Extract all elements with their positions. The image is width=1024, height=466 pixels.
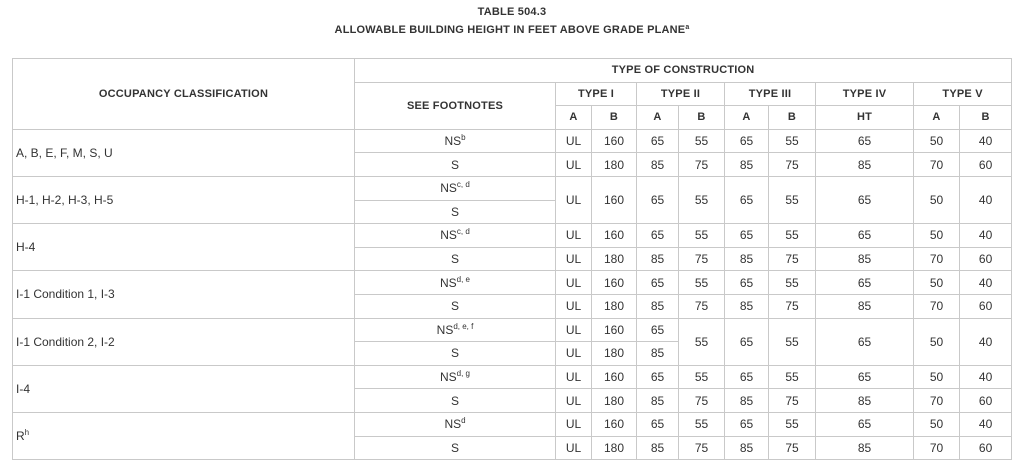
table-row [13, 365, 1012, 389]
value-cell: 180 [592, 247, 637, 271]
table-row [13, 271, 1012, 295]
value-cell: UL [556, 318, 592, 342]
value-cell: 70 [914, 436, 960, 460]
value-cell: 50 [914, 224, 960, 248]
value-cell: 55 [769, 318, 816, 365]
value-cell: 40 [960, 365, 1012, 389]
value-cell: 85 [725, 389, 769, 413]
value-cell: UL [556, 153, 592, 177]
value-cell: 65 [725, 129, 769, 153]
value-cell: 40 [960, 271, 1012, 295]
value-cell: 70 [914, 389, 960, 413]
value-cell: UL [556, 436, 592, 460]
ns-footnote-cell: NS$^{d, g}$ [355, 365, 556, 389]
value-cell: 85 [725, 247, 769, 271]
value-cell: 75 [679, 389, 725, 413]
occupancy-cell: I-1 Condition 1, I-3 [13, 271, 355, 318]
value-cell: 55 [679, 412, 725, 436]
value-cell: 55 [769, 129, 816, 153]
value-cell: 85 [816, 247, 914, 271]
sub-header-b: B [769, 106, 816, 130]
value-cell: 85 [637, 436, 679, 460]
value-cell: 55 [679, 318, 725, 365]
value-cell: 50 [914, 318, 960, 365]
sub-header-a: A [725, 106, 769, 130]
value-cell: UL [556, 365, 592, 389]
table-row [13, 224, 1012, 248]
table-row [13, 129, 1012, 153]
value-cell: 55 [679, 271, 725, 295]
value-cell: 55 [679, 365, 725, 389]
table-row [13, 412, 1012, 436]
sub-header-b: B [960, 106, 1012, 130]
value-cell: UL [556, 247, 592, 271]
ns-footnote-cell: NS$^{d, e}$ [355, 271, 556, 295]
value-cell: 85 [816, 436, 914, 460]
occupancy-cell: $R^h$ [13, 412, 355, 459]
type-v-header: TYPE V [914, 82, 1012, 106]
value-cell: 85 [637, 389, 679, 413]
sub-header-a: A [556, 106, 592, 130]
value-cell: 75 [679, 153, 725, 177]
value-cell: 180 [592, 342, 637, 366]
value-cell: 85 [637, 342, 679, 366]
occupancy-cell: I-4 [13, 365, 355, 412]
s-footnote-cell: S [355, 436, 556, 460]
s-footnote-cell: S [355, 294, 556, 318]
value-cell: 70 [914, 294, 960, 318]
value-cell: 40 [960, 318, 1012, 365]
value-cell: 65 [637, 365, 679, 389]
value-cell: 160 [592, 318, 637, 342]
table-row [13, 318, 1012, 342]
sub-header-a: A [914, 106, 960, 130]
ns-footnote-cell: NS$^{d, e, f}$ [355, 318, 556, 342]
type-i-header: TYPE I [556, 82, 637, 106]
value-cell: 55 [769, 176, 816, 223]
value-cell: 60 [960, 389, 1012, 413]
value-cell: 70 [914, 153, 960, 177]
value-cell: 160 [592, 365, 637, 389]
value-cell: UL [556, 412, 592, 436]
ns-footnote-cell: $NS^b$ [355, 129, 556, 153]
value-cell: 180 [592, 153, 637, 177]
sub-header-b: B [592, 106, 637, 130]
s-footnote-cell: S [355, 200, 556, 224]
occupancy-cell: H-4 [13, 224, 355, 271]
value-cell: 65 [725, 224, 769, 248]
value-cell: 60 [960, 247, 1012, 271]
value-cell: 75 [769, 153, 816, 177]
value-cell: 40 [960, 224, 1012, 248]
value-cell: 180 [592, 436, 637, 460]
value-cell: UL [556, 129, 592, 153]
type-ii-header: TYPE II [637, 82, 725, 106]
value-cell: 50 [914, 129, 960, 153]
table-row [13, 176, 1012, 200]
s-footnote-cell: S [355, 389, 556, 413]
value-cell: UL [556, 176, 592, 223]
footnotes-header: SEE FOOTNOTES [355, 82, 556, 129]
value-cell: 60 [960, 153, 1012, 177]
occupancy-cell: I-1 Condition 2, I-2 [13, 318, 355, 365]
value-cell: 70 [914, 247, 960, 271]
table-number: TABLE 504.3 [477, 6, 547, 18]
value-cell: 55 [769, 365, 816, 389]
value-cell: 180 [592, 389, 637, 413]
value-cell: 65 [725, 412, 769, 436]
value-cell: 65 [637, 412, 679, 436]
sub-header-b: B [679, 106, 725, 130]
value-cell: UL [556, 342, 592, 366]
value-cell: UL [556, 389, 592, 413]
value-cell: 50 [914, 271, 960, 295]
value-cell: 55 [769, 271, 816, 295]
ns-footnote-cell: NS$^{c, d}$ [355, 224, 556, 248]
value-cell: 85 [816, 294, 914, 318]
value-cell: 55 [679, 129, 725, 153]
allowable-height-table [12, 58, 1012, 460]
value-cell: 60 [960, 436, 1012, 460]
value-cell: 65 [637, 129, 679, 153]
value-cell: 85 [816, 153, 914, 177]
value-cell: 75 [769, 294, 816, 318]
value-cell: 50 [914, 365, 960, 389]
value-cell: 160 [592, 129, 637, 153]
value-cell: UL [556, 271, 592, 295]
value-cell: 160 [592, 412, 637, 436]
s-footnote-cell: S [355, 342, 556, 366]
value-cell: 75 [769, 389, 816, 413]
value-cell: 75 [679, 247, 725, 271]
value-cell: 65 [637, 176, 679, 223]
value-cell: 85 [637, 247, 679, 271]
value-cell: 160 [592, 271, 637, 295]
occupancy-cell: H-1, H-2, H-3, H-5 [13, 176, 355, 223]
value-cell: 75 [679, 294, 725, 318]
value-cell: 55 [679, 224, 725, 248]
value-cell: 75 [769, 436, 816, 460]
value-cell: 65 [816, 271, 914, 295]
value-cell: UL [556, 224, 592, 248]
value-cell: 85 [725, 436, 769, 460]
value-cell: 65 [725, 271, 769, 295]
value-cell: 60 [960, 294, 1012, 318]
value-cell: 65 [816, 412, 914, 436]
value-cell: 180 [592, 294, 637, 318]
type-of-construction-header: TYPE OF CONSTRUCTION [355, 59, 1012, 83]
value-cell: 40 [960, 129, 1012, 153]
occupancy-cell: A, B, E, F, M, S, U [13, 129, 355, 176]
value-cell: 85 [816, 389, 914, 413]
s-footnote-cell: S [355, 153, 556, 177]
value-cell: 85 [725, 294, 769, 318]
value-cell: 75 [769, 247, 816, 271]
value-cell: 65 [637, 318, 679, 342]
value-cell: 65 [816, 129, 914, 153]
value-cell: 85 [637, 294, 679, 318]
value-cell: 65 [816, 224, 914, 248]
value-cell: 160 [592, 176, 637, 223]
value-cell: UL [556, 294, 592, 318]
sub-header-ht: HT [816, 106, 914, 130]
value-cell: 65 [725, 318, 769, 365]
value-cell: 55 [769, 224, 816, 248]
value-cell: 65 [637, 271, 679, 295]
s-footnote-cell: S [355, 247, 556, 271]
value-cell: 50 [914, 412, 960, 436]
value-cell: 65 [637, 224, 679, 248]
value-cell: 85 [637, 153, 679, 177]
occupancy-header: OCCUPANCY CLASSIFICATION [13, 59, 355, 130]
value-cell: 65 [816, 176, 914, 223]
value-cell: 50 [914, 176, 960, 223]
value-cell: 75 [679, 436, 725, 460]
value-cell: 55 [679, 176, 725, 223]
value-cell: 160 [592, 224, 637, 248]
value-cell: 55 [769, 412, 816, 436]
value-cell: 65 [725, 176, 769, 223]
value-cell: 65 [816, 365, 914, 389]
value-cell: 40 [960, 412, 1012, 436]
sub-header-a: A [637, 106, 679, 130]
ns-footnote-cell: $NS^d$ [355, 412, 556, 436]
value-cell: 65 [816, 318, 914, 365]
value-cell: 65 [725, 365, 769, 389]
value-cell: 85 [725, 153, 769, 177]
type-iv-header: TYPE IV [816, 82, 914, 106]
ns-footnote-cell: NS$^{c, d}$ [355, 176, 556, 200]
type-iii-header: TYPE III [725, 82, 816, 106]
value-cell: 40 [960, 176, 1012, 223]
table-title: ALLOWABLE BUILDING HEIGHT IN FEET ABOVE GRADE PLANE$^a$ [334, 24, 690, 36]
header-row-1 [13, 59, 1012, 83]
